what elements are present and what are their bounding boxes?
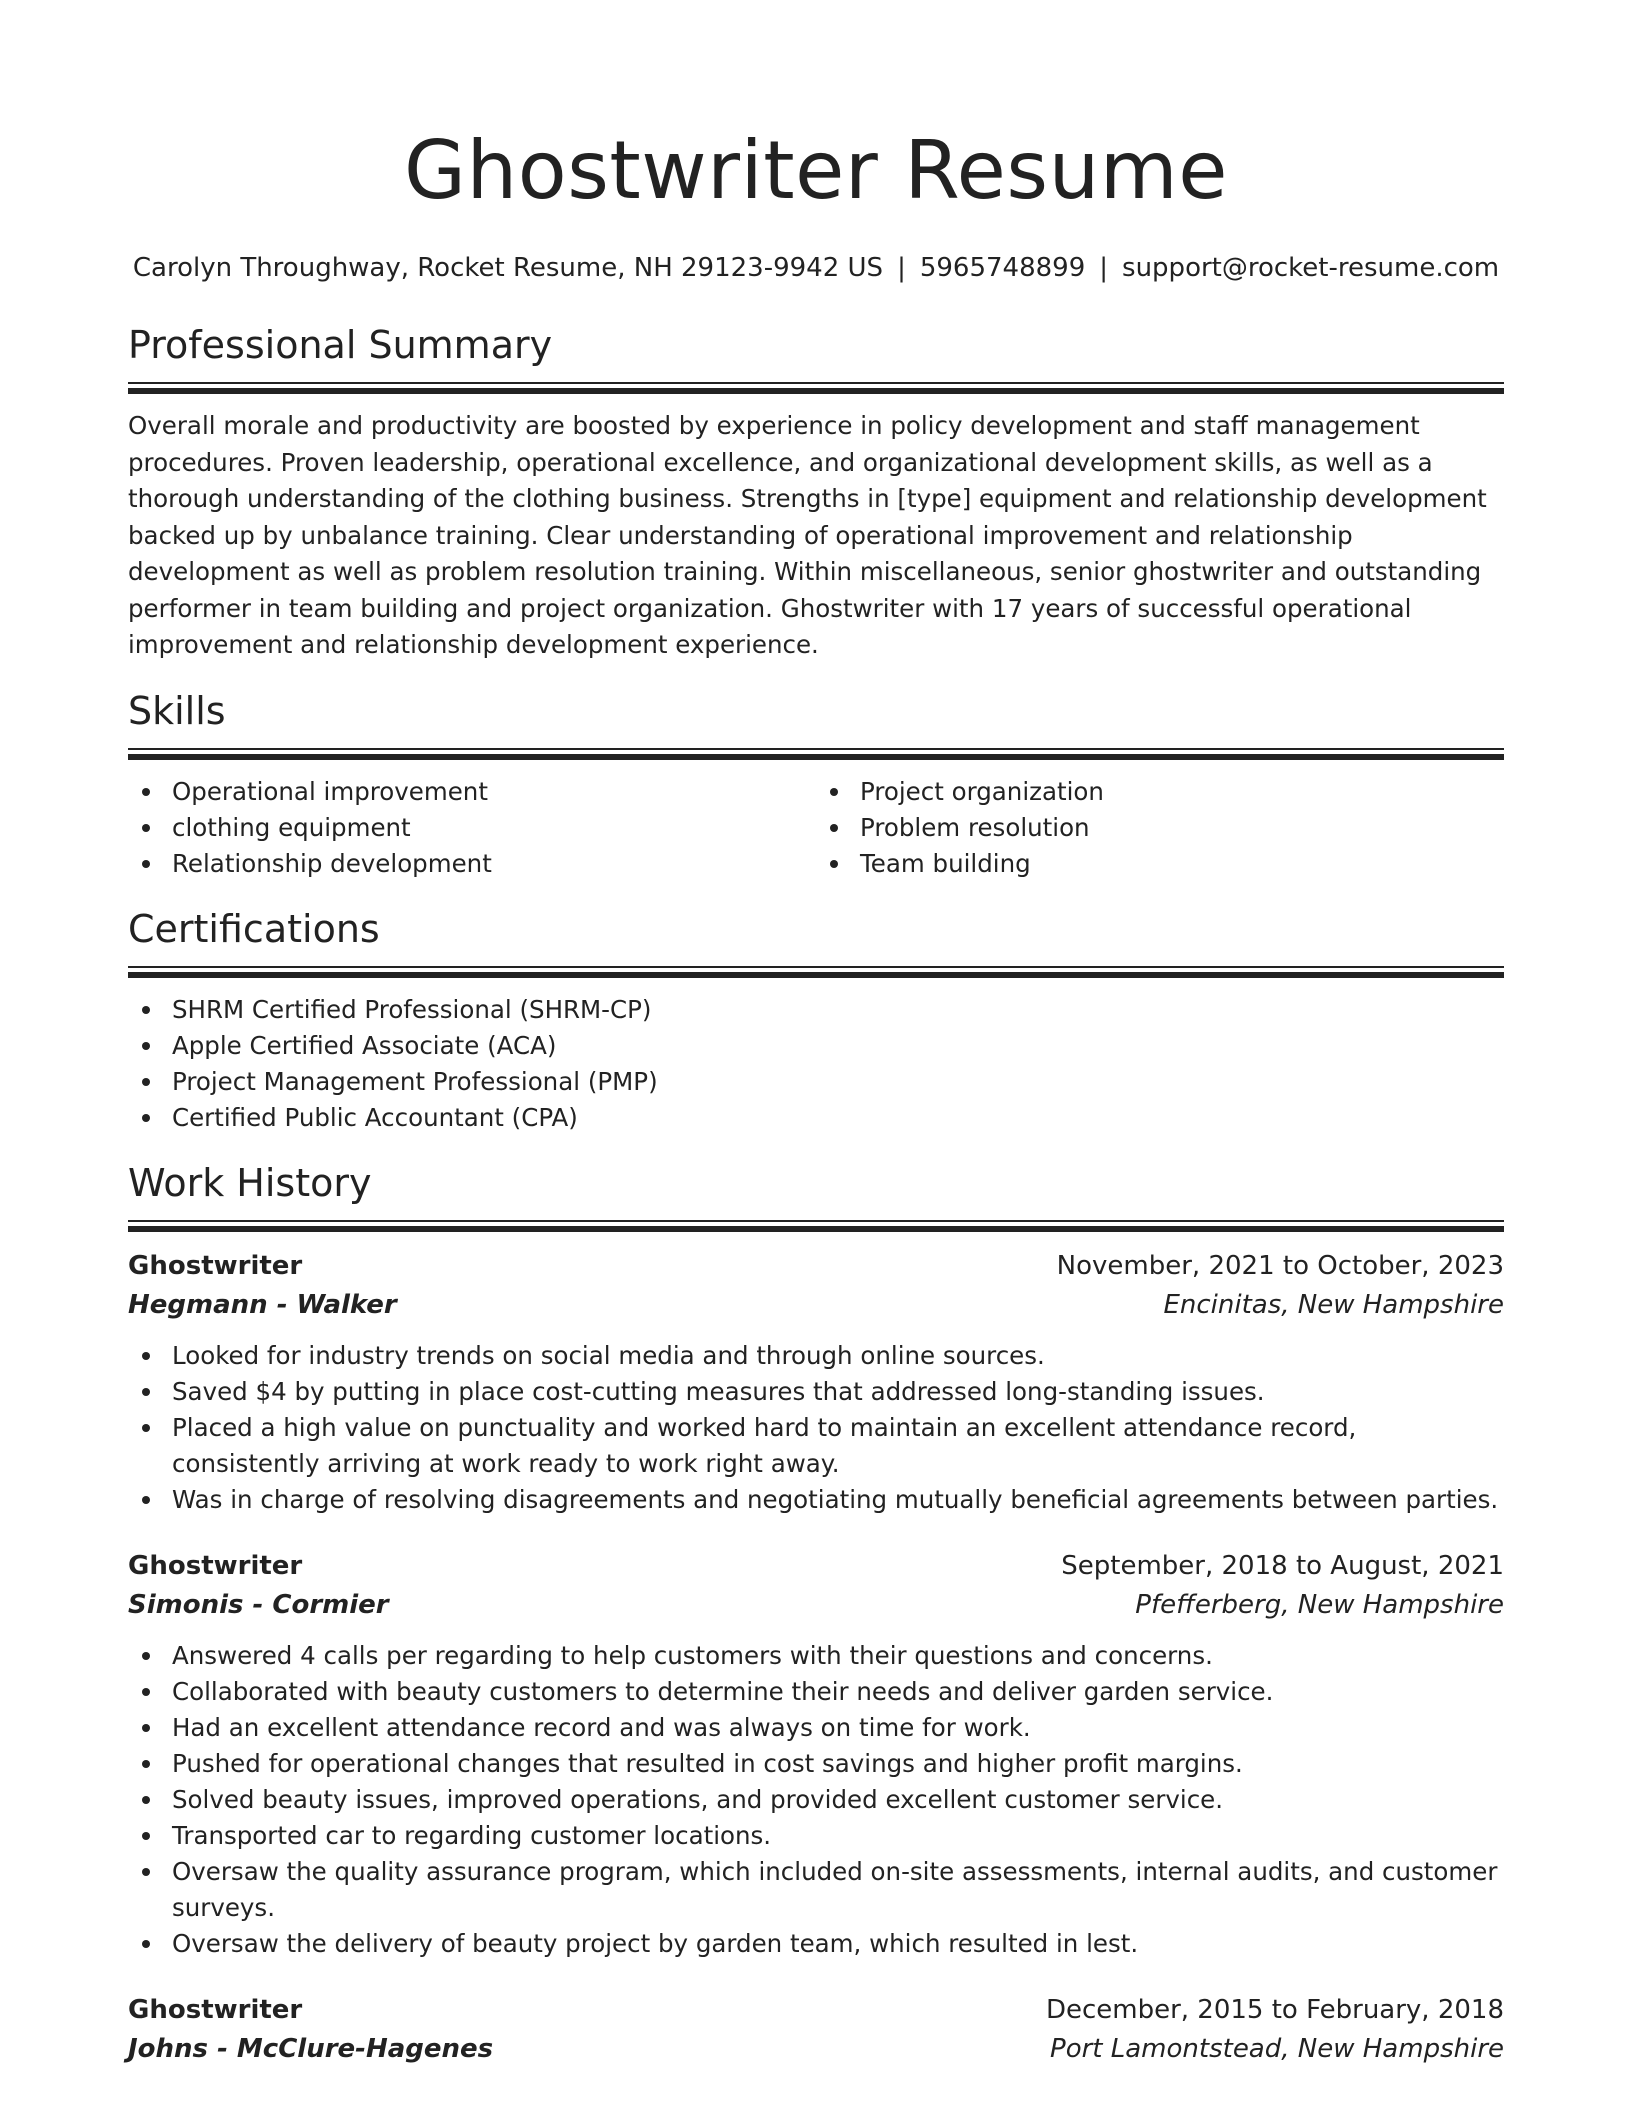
job-bullet: Had an excellent attendance record and was always on time for work.: [128, 1710, 1504, 1746]
skills-list-right: [816, 774, 1504, 882]
job-bullet: Placed a high value on punctuality and worked hard to maintain an excellent attendance record, consistently arriving at work ready to work right away.: [128, 1410, 1504, 1482]
job-header-row: [128, 1546, 1504, 1586]
job-location: Port Lamontstead, New Hampshire: [1050, 2033, 1504, 2064]
certification-item: Certified Public Accountant (CPA): [128, 1100, 1504, 1136]
job-dates: September, 2018 to August, 2021: [1061, 1550, 1504, 1581]
skill-item: Team building: [816, 846, 1504, 882]
job-entry: [128, 1246, 1504, 1518]
certification-item: Project Management Professional (PMP): [128, 1064, 1504, 1100]
job-header-row: [128, 1990, 1504, 2030]
certification-item: Apple Certified Associate (ACA): [128, 1028, 1504, 1064]
job-location: Pfefferberg, New Hampshire: [1135, 1589, 1504, 1620]
work-history-section: [128, 1158, 1504, 2068]
section-divider: [128, 748, 1504, 760]
job-bullet: Pushed for operational changes that resulted in cost savings and higher profit margins.: [128, 1746, 1504, 1782]
job-title: Ghostwriter: [128, 1550, 303, 1581]
contact-separator: |: [1099, 253, 1109, 283]
job-title: Ghostwriter: [128, 1994, 303, 2025]
job-bullet: Collaborated with beauty customers to determine their needs and deliver garden service.: [128, 1674, 1504, 1710]
job-bullet: Oversaw the quality assurance program, which included on-site assessments, internal audits, and customer surveys.: [128, 1854, 1504, 1926]
job-header-row: [128, 1246, 1504, 1286]
skills-list-left: [128, 774, 816, 882]
skill-item: Problem resolution: [816, 810, 1504, 846]
skill-item: Relationship development: [128, 846, 816, 882]
job-bullet: Saved $4 by putting in place cost-cutting measures that addressed long-standing issues.: [128, 1374, 1504, 1410]
job-title: Ghostwriter: [128, 1250, 303, 1281]
job-company-row: [128, 1286, 1504, 1324]
certifications-heading: Certifications: [128, 906, 380, 951]
certification-item: SHRM Certified Professional (SHRM-CP): [128, 992, 1504, 1028]
contact-line: [128, 250, 1504, 286]
job-dates: November, 2021 to October, 2023: [1056, 1250, 1504, 1281]
skills-grid: [128, 774, 1504, 882]
summary-text: Overall morale and productivity are boosted by experience in policy development and staff management procedures. Proven leadership, operational excellence, and organizational development skills, as well as a thorough understanding of the clothing business. Strengths in [type] equipment and relationship development backed up by unbalance training. Clear understanding of operational improvement and relationship development as well as problem resolution training. Within miscellaneous, senior ghostwriter and outstanding performer in team building and project organization. Ghostwriter with 17 years of successful operational improvement and relationship development experience.: [128, 411, 1487, 659]
contact-phone: 5965748899: [919, 253, 1086, 283]
job-bullets: [128, 1638, 1504, 1962]
skill-item: Operational improvement: [128, 774, 816, 810]
certifications-list: [128, 992, 1504, 1136]
job-bullet: Answered 4 calls per regarding to help customers with their questions and concerns.: [128, 1638, 1504, 1674]
summary-section: [128, 320, 1504, 664]
section-divider: [128, 382, 1504, 394]
job-company: Johns - McClure-Hagenes: [128, 2033, 494, 2064]
summary-heading: Professional Summary: [128, 323, 553, 367]
job-bullet: Oversaw the delivery of beauty project by garden team, which resulted in lest.: [128, 1926, 1504, 1962]
contact-email[interactable]: support@rocket-resume.com: [1122, 253, 1500, 283]
contact-separator: |: [897, 253, 906, 283]
skill-item: Project organization: [816, 774, 1504, 810]
job-entry: [128, 1990, 1504, 2068]
certifications-section: [128, 904, 1504, 1136]
job-entry: [128, 1546, 1504, 1962]
job-bullet: Transported car to regarding customer locations.: [128, 1818, 1504, 1854]
job-dates: December, 2015 to February, 2018: [1045, 1994, 1504, 2025]
skill-item: clothing equipment: [128, 810, 816, 846]
section-divider: [128, 966, 1504, 978]
contact-address: Carolyn Throughway, Rocket Resume, NH 29123-9942 US: [132, 253, 884, 283]
job-bullet: Looked for industry trends on social media and through online sources.: [128, 1338, 1504, 1374]
page-title: Ghostwriter Resume: [404, 124, 1228, 217]
section-divider: [128, 1220, 1504, 1232]
job-location: Encinitas, New Hampshire: [1163, 1289, 1504, 1320]
job-company: Hegmann - Walker: [128, 1289, 397, 1320]
skills-heading: Skills: [128, 688, 226, 733]
job-bullet: Was in charge of resolving disagreements and negotiating mutually beneficial agreements between parties.: [128, 1482, 1504, 1518]
job-bullets: [128, 1338, 1504, 1518]
job-company: Simonis - Cormier: [128, 1589, 389, 1620]
work-history-heading: Work History: [128, 1160, 372, 1205]
job-bullet: Solved beauty issues, improved operations, and provided excellent customer service.: [128, 1782, 1504, 1818]
job-company-row: [128, 1586, 1504, 1624]
skills-section: [128, 686, 1504, 882]
job-company-row: [128, 2030, 1504, 2068]
